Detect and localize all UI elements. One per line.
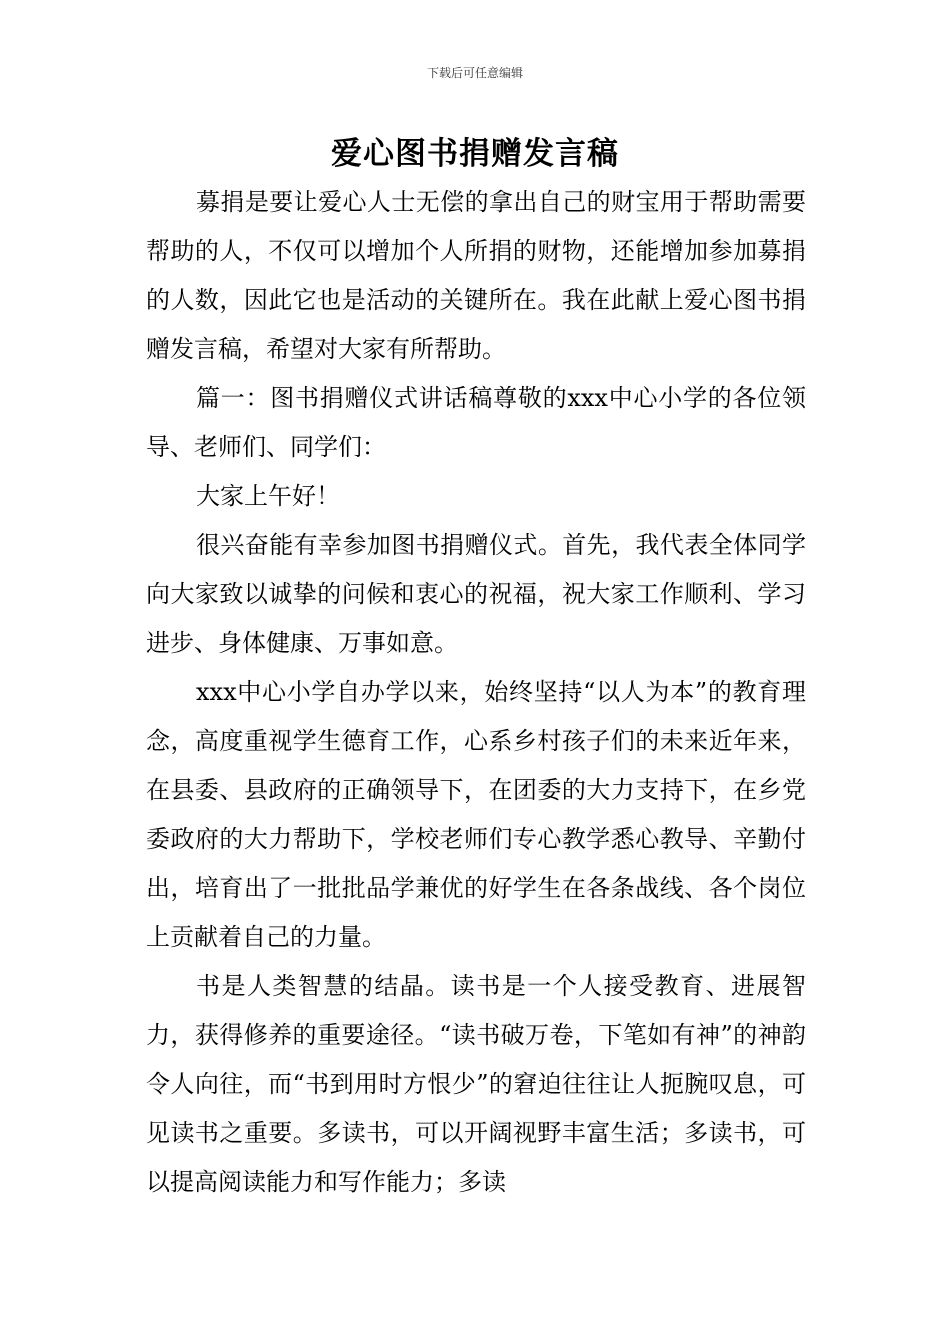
document-body: [146, 178, 806, 1207]
paragraph-reading: 书是人类智慧的结晶。读书是一个人接受教育、进展智力，获得修养的重要途径。“读书破万卷，下笔如有神”的神韵令人向往，而“书到用时方恨少”的窘迫往往让人扼腕叹息，可见读书之重要。多读书，可以开阔视野丰富生活；多读书，可以提高阅读能力和写作能力；多读: [146, 972, 806, 1196]
paragraph-school: xxx中心小学自办学以来，始终坚持“以人为本”的教育理念，高度重视学生德育工作，心系乡村孩子们的未来近年来，在县委、县政府的正确领导下，在团委的大力支持下，在乡党委政府的大力帮助下，学校老师们专心教学悉心教导、辛勤付出，培育出了一批批品学兼优的好学生在各条战线、各个岗位上贡献着自己的力量。: [146, 678, 806, 951]
paragraph-greeting: 大家上午好！: [196, 482, 340, 510]
paragraph-section-heading: 篇一：图书捐赠仪式讲话稿尊敬的xxx中心小学的各位领导、老师们、同学们：: [146, 384, 806, 461]
page-header-note: 下载后可任意编辑: [426, 66, 523, 80]
paragraph-intro: 募捐是要让爱心人士无偿的拿出自己的财宝用于帮助需要帮助的人，不仅可以增加个人所捐的财物，还能增加参加募捐的人数，因此它也是活动的关键所在。我在此献上爱心图书捐赠发言稿，希望对大家有所帮助。: [146, 188, 806, 363]
paragraph-opening: 很兴奋能有幸参加图书捐赠仪式。首先，我代表全体同学向大家致以诚挚的问候和衷心的祝福，祝大家工作顺利、学习进步、身体健康、万事如意。: [146, 531, 806, 657]
document-title: 爱心图书捐赠发言稿: [331, 136, 619, 172]
